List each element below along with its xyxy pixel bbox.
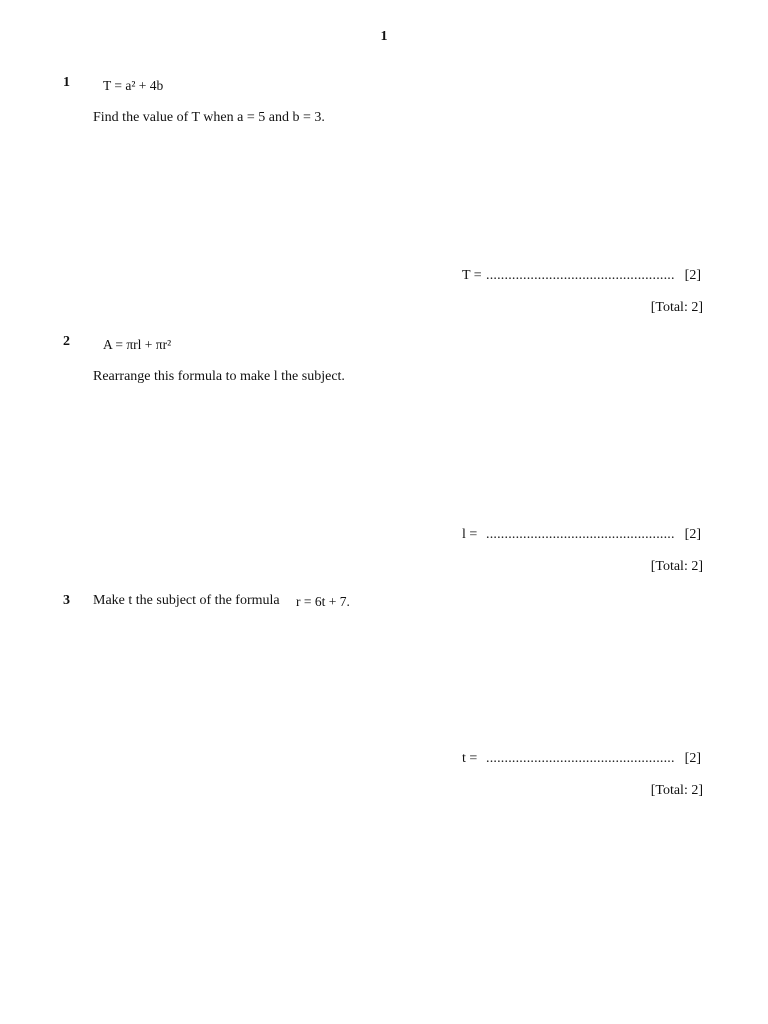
answer-line (462, 750, 703, 768)
question-formula: A = πrl + πr² (103, 337, 172, 352)
marks-label: [2] (684, 268, 701, 283)
answer-line (462, 267, 703, 285)
answer-label: l = (462, 527, 478, 542)
question-formula: r = 6t + 7. (296, 594, 350, 609)
question-prompt: Rearrange this formula to make l the subject. (93, 369, 345, 384)
answer-line (462, 526, 703, 544)
answer-field[interactable]: ................................................... (486, 268, 675, 283)
answer-label: T = (462, 268, 482, 283)
page-number: 1 (380, 29, 388, 44)
total-marks: [Total: 2] (650, 300, 703, 315)
question-prompt: Make t the subject of the formula (93, 593, 280, 608)
answer-field[interactable]: ................................................... (486, 751, 675, 766)
answer-label: t = (462, 751, 478, 766)
marks-label: [2] (684, 527, 701, 542)
question-number: 2 (63, 334, 70, 349)
total-marks: [Total: 2] (650, 783, 703, 798)
question-number: 1 (63, 75, 70, 90)
question-prompt: Find the value of T when a = 5 and b = 3. (93, 110, 325, 125)
answer-field[interactable]: ................................................... (486, 527, 675, 542)
question-number: 3 (63, 593, 70, 608)
total-marks: [Total: 2] (650, 559, 703, 574)
marks-label: [2] (684, 751, 701, 766)
question-formula: T = a² + 4b (103, 78, 164, 93)
